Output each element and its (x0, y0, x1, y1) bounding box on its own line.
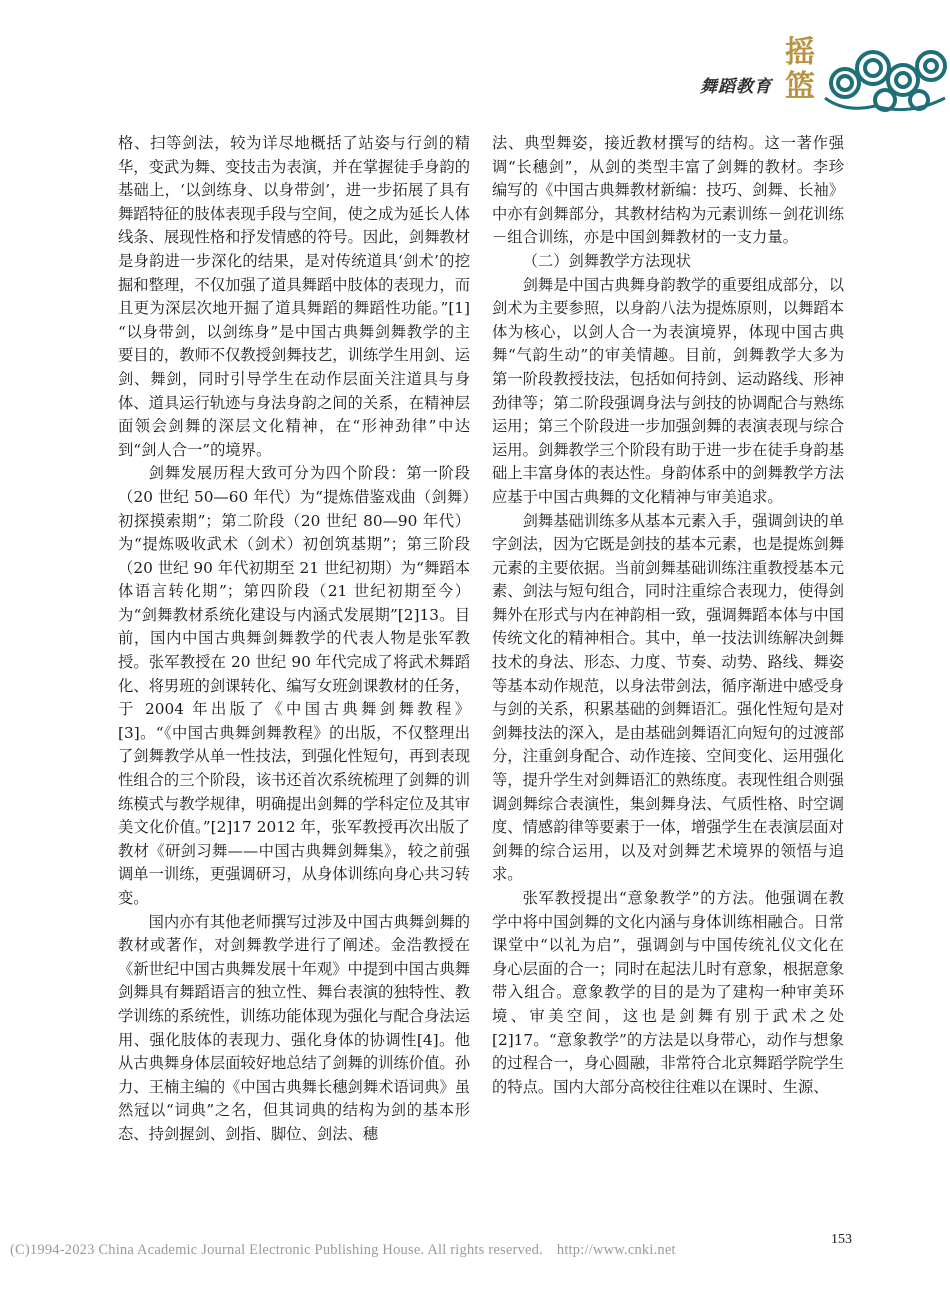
footer-url[interactable]: http://www.cnki.net (556, 1242, 676, 1258)
journal-section-name: 舞蹈教育 (700, 77, 772, 97)
page-number: 153 (831, 1232, 852, 1247)
body-paragraph: 国内亦有其他老师撰写过涉及中国古典舞剑舞的教材或著作，对剑舞教学进行了阐述。金浩教授在《新世纪中国古典舞发展十年观》中提到中国古典舞剑舞具有舞蹈语言的独立性、舞台表演的独特性、教学训练的系统性，训练功能体现为强化与配合身法运用、强化肢体的表现力、强化身体的协调性[4]。他从古典舞身体层面较好地总结了剑舞的训练价值。孙力、王楠主编的《中国古典舞长穗剑舞术语词典》虽然冠以“词典”之名，但其词典的结构为剑的基本形态、持剑握剑、剑指、脚位、剑法、穗 (118, 912, 470, 1143)
section-heading: （二）剑舞教学方法现状 (522, 251, 691, 270)
copyright-footer (0, 1242, 950, 1259)
copyright-text: (C)1994-2023 China Academic Journal Electronic Publishing House. All rights reserved. (10, 1242, 543, 1258)
left-column (118, 132, 470, 1147)
right-column (492, 132, 844, 1099)
body-paragraph: 格、扫等剑法，较为详尽地概括了站姿与行剑的精华，变武为舞、变技击为表演，并在掌握徒手身韵的基础上，‘以剑练身、以身带剑’，进一步拓展了具有舞蹈特征的肢体表现手段与空间，使之成为延长人体线条、展现性格和抒发情感的符号。因此，剑舞教材是身韵进一步深化的结果，是对传统道具‘剑术’的挖掘和整理，不仅加强了道具舞蹈中肢体的表现力，而且更为深层次地开掘了道具舞蹈的舞蹈性功能。”[1] “以身带剑，以剑练身”是中国古典舞剑舞教学的主要目的，教师不仅教授剑舞技艺，训练学生用剑、运剑、舞剑，同时引导学生在动作层面关注道具与身体、道具运行轨迹与身法身韵之间的关系，在精神层面领会剑舞的深层文化精神，在“形神劲律”中达到“剑人合一”的境界。 (118, 134, 470, 459)
body-paragraph: 剑舞基础训练多从基本元素入手，强调剑诀的单字剑法，因为它既是剑技的基本元素，也是提炼剑舞元素的主要依据。当前剑舞基础训练注重教授基本元素、剑法与短句组合，同时注重综合表现力，使得剑舞外在形式与内在神韵相一致，强调舞蹈本体与中国传统文化的精神相合。其中，单一技法训练解决剑舞技术的身法、形态、力度、节奏、动势、路线、舞姿等基本动作规范，以身法带剑法，循序渐进中感受身与剑的关系，积累基础的剑舞语汇。强化性短句是对剑舞技法的深入，是由基础剑舞语汇向短句的过渡部分，注重剑身配合、动作连接、空间变化、运用强化等，提升学生对剑舞语汇的熟练度。表现性组合则强调剑舞综合表演性，集剑舞身法、气质性格、时空调度、情感韵律等要素于一体，增强学生在表演层面对剑舞的综合运用，以及对剑舞艺术境界的领悟与追求。 (492, 511, 844, 884)
body-paragraph: 张军教授提出“意象教学”的方法。他强调在教学中将中国剑舞的文化内涵与身体训练相融合。日常课堂中“以礼为启”，强调剑与中国传统礼仪文化在身心层面的合一；同时在起法儿时有意象，根据意象带入组合。意象教学的目的是为了建构一种审美环境、审美空间，这也是剑舞有别于武术之处[2]17。“意象教学”的方法是以身带心，动作与想象的过程合一，身心圆融，非常符合北京舞蹈学院学生的特点。国内大部分高校往往难以在课时、生源、 (492, 889, 844, 1096)
cloud-swirl-icon (815, 28, 950, 118)
body-paragraph: 剑舞是中国古典舞身韵教学的重要组成部分，以剑术为主要参照，以身韵八法为提炼原则，以舞蹈本体为核心，以剑人合一为表演境界，体现中国古典舞“气韵生动”的审美情趣。目前，剑舞教学大多为第一阶段教授技法，包括如何持剑、运动路线、形神劲律等；第二阶段强调身法与剑技的协调配合与熟练运用；第三个阶段进一步加强剑舞的表演表现与综合运用。剑舞教学三个阶段有助于进一步在徒手身韵基础上丰富身体的表达性。身韵体系中的剑舞教学方法应基于中国古典舞的文化精神与审美追求。 (492, 275, 844, 506)
body-paragraph: 法、典型舞姿，接近教材撰写的结构。这一著作强调“长穗剑”，从剑的类型丰富了剑舞的教材。李珍编写的《中国古典舞教材新编：技巧、剑舞、长袖》中亦有剑舞部分，其教材结构为元素训练－剑花训练－组合训练，亦是中国剑舞教材的一支力量。 (492, 134, 844, 247)
journal-logo-title: 摇篮 (785, 35, 817, 104)
body-paragraph: 剑舞发展历程大致可分为四个阶段：第一阶段（20 世纪 50—60 年代）为“提炼借鉴戏曲（剑舞）初探摸索期”；第二阶段（20 世纪 80—90 年代）为“提炼吸收武术（剑术）初创筑基期”；第三阶段（20 世纪 90 年代初期至 21 世纪初期）为“舞蹈本体语言转化期”；第四阶段（21 世纪初期至今）为“剑舞教材系统化建设与内涵式发展期”[2]13。目前，国内中国古典舞剑舞教学的代表人物是张军教授。张军教授在 20 世纪 90 年代完成了将武术舞蹈化、将男班的剑课转化、编写女班剑课教材的任务，于 2004 年出版了《中国古典舞剑舞教程》[3]。“《中国古典舞剑舞教程》的出版，不仅整理出了剑舞教学从单一性技法，到强化性短句，再到表现性组合的三个阶段，该书还首次系统梳理了剑舞的训练模式与教学规律，明确提出剑舞的学科定位及其审美文化价值。”[2]17 2012 年，张军教授再次出版了教材《研剑习舞——中国古典舞剑舞集》，较之前强调单一训练，更强调研习，从身体训练向身心共习转变。 (118, 464, 470, 907)
journal-header (700, 28, 950, 118)
